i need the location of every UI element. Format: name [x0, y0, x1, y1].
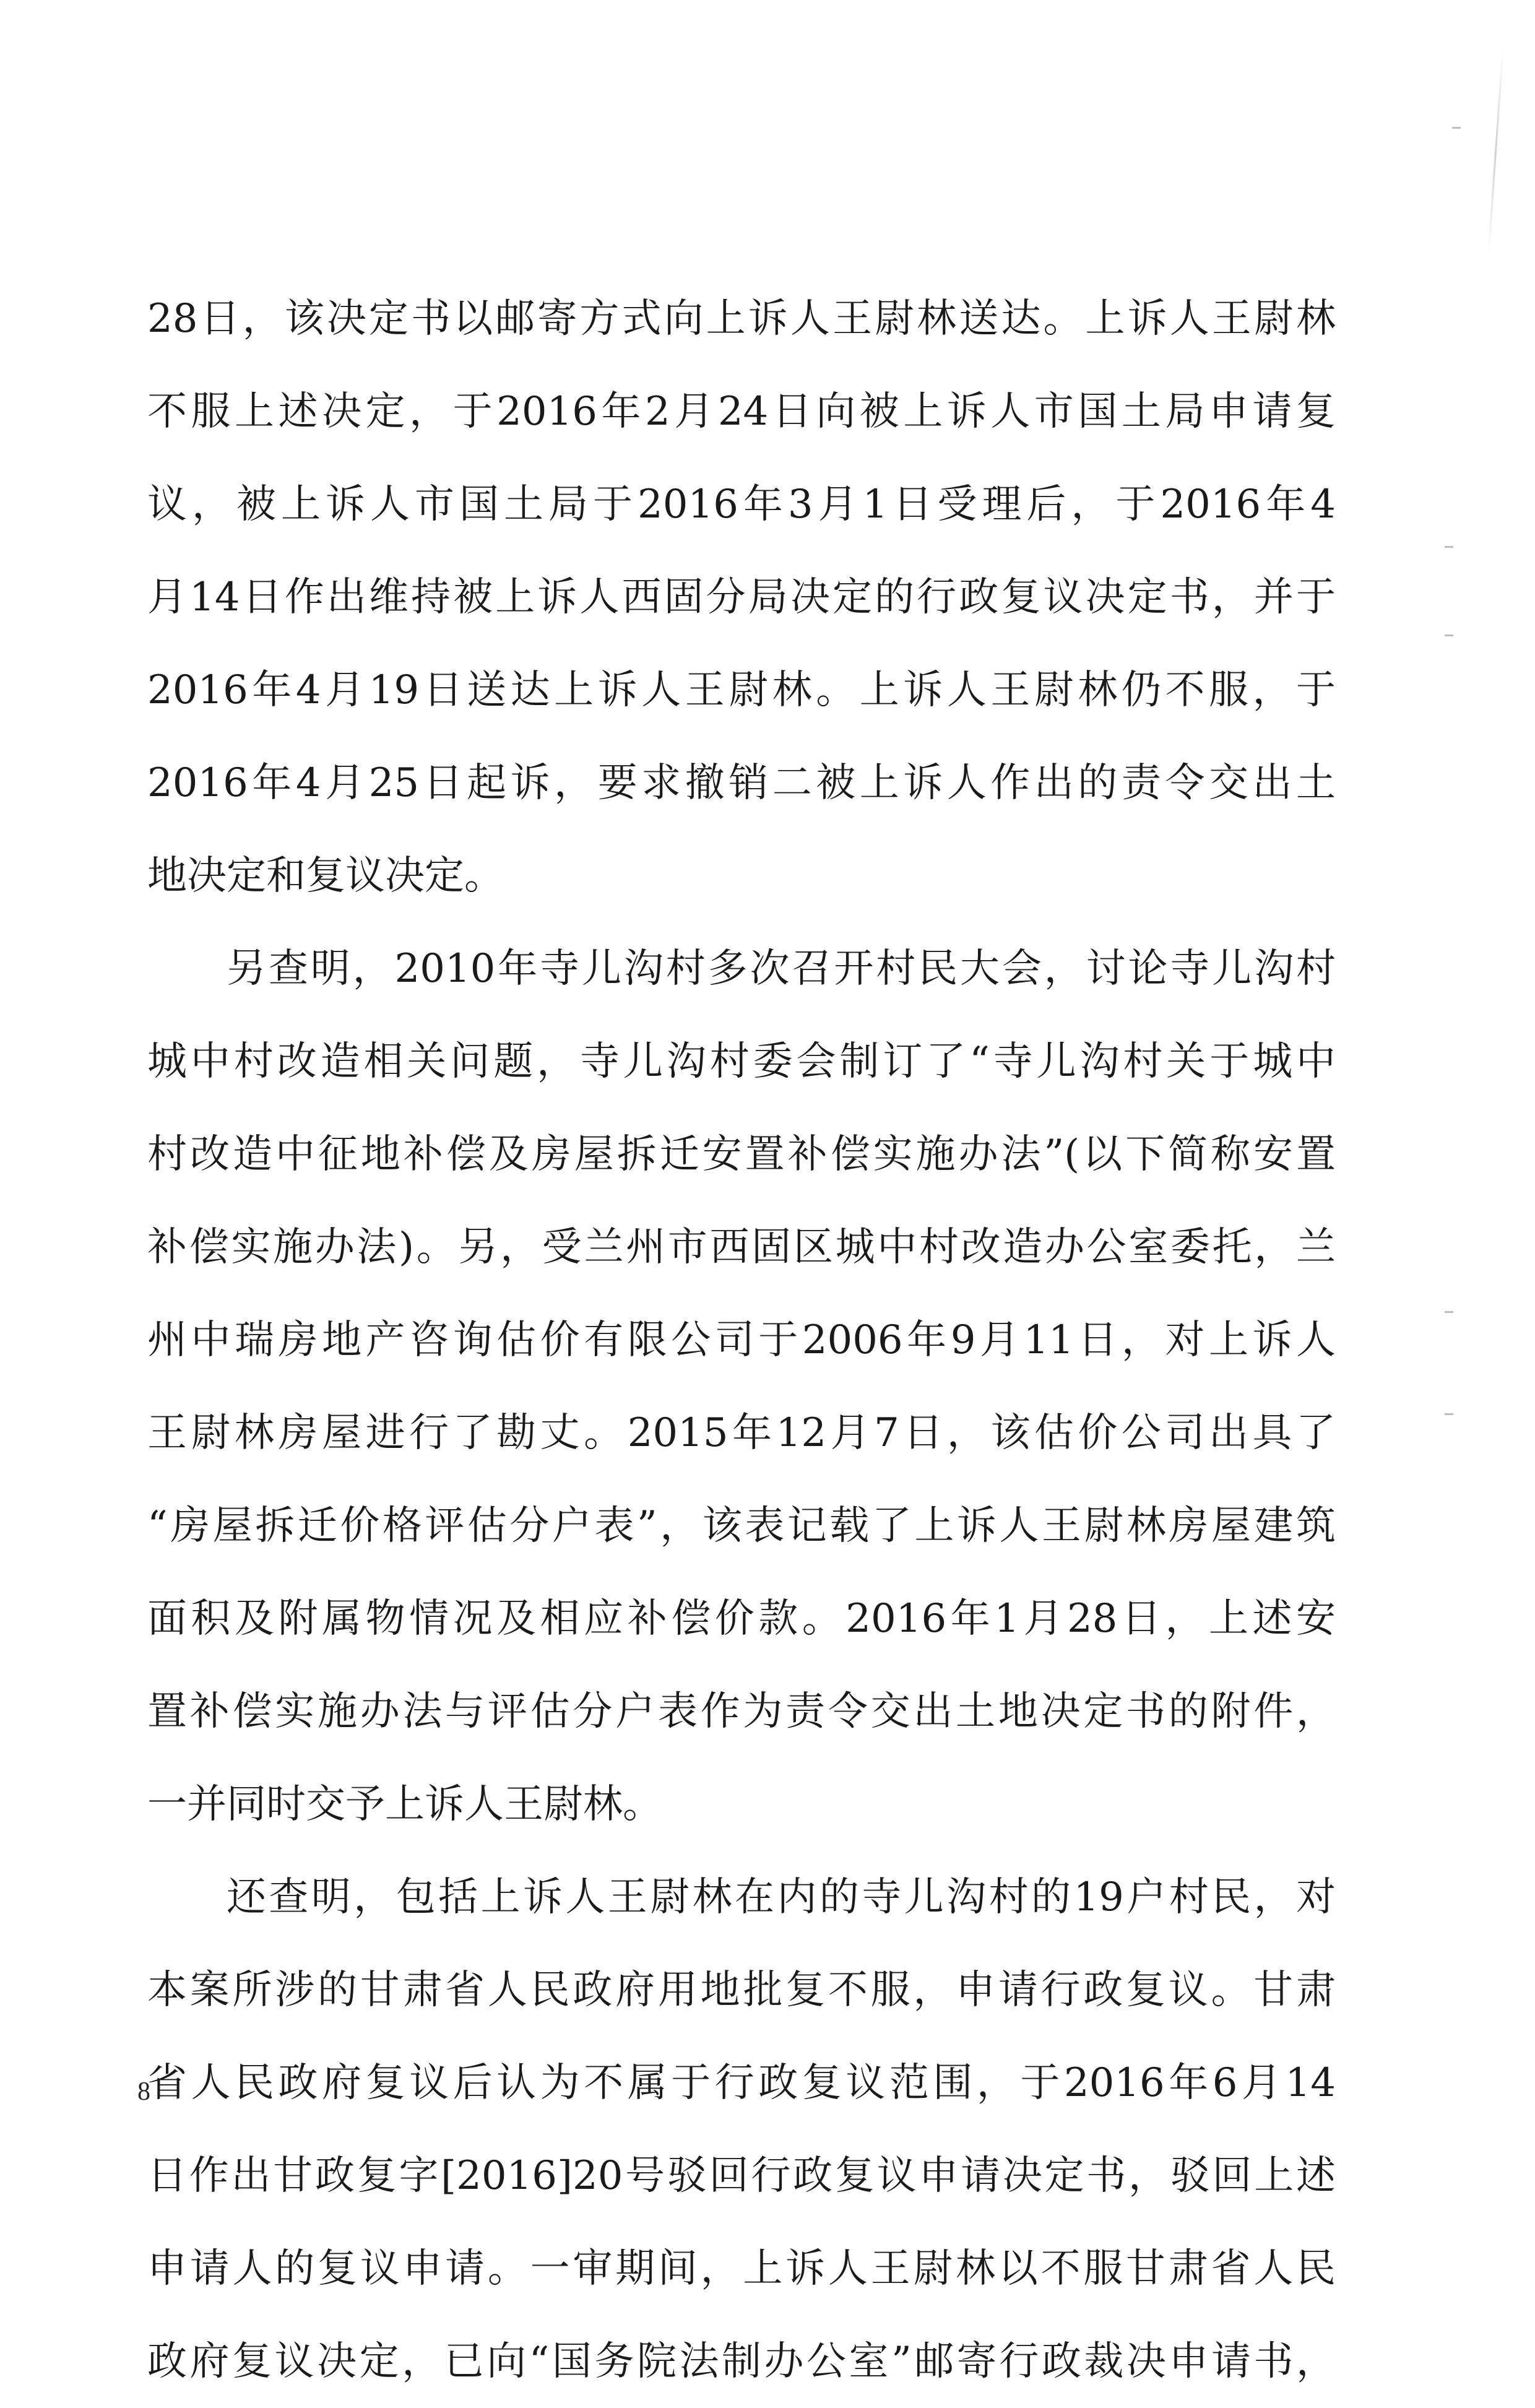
- text-line: 置补偿实施办法与评估分户表作为责令交出土地决定书的附件，: [147, 1689, 1336, 1735]
- page-number: 8: [137, 2077, 150, 2106]
- text-line: 省人民政府复议后认为不属于行政复议范围，于2016年6月14: [147, 2060, 1336, 2106]
- text-line: 不服上述决定，于2016年2月24日向被上诉人市国土局申请复: [147, 389, 1336, 435]
- scan-mark: [1445, 1311, 1453, 1313]
- scan-edge-artifact: [1487, 50, 1503, 253]
- text-line: 议，被上诉人市国土局于2016年3月1日受理后，于2016年4: [147, 482, 1336, 527]
- text-line: 面积及附属物情况及相应补偿价款。2016年1月28日，上述安: [147, 1596, 1336, 1642]
- text-line: 28日，该决定书以邮寄方式向上诉人王尉林送达。上诉人王尉林: [147, 296, 1336, 342]
- text-line: 另查明，2010年寺儿沟村多次召开村民大会，讨论寺儿沟村: [227, 946, 1336, 992]
- scan-mark: [1452, 127, 1461, 129]
- text-line: 还查明，包括上诉人王尉林在内的寺儿沟村的19户村民，对: [227, 1874, 1336, 1920]
- body-text: [147, 272, 1336, 2408]
- text-line: 地决定和复议决定。: [147, 853, 504, 899]
- text-line: 政府复议决定，已向“国务院法制办公室”邮寄行政裁决申请书，: [147, 2339, 1336, 2384]
- scan-mark: [1445, 1413, 1453, 1415]
- text-line: 2016年4月25日起诉，要求撤销二被上诉人作出的责令交出土: [147, 760, 1336, 806]
- scan-mark: [1445, 546, 1453, 548]
- text-line: 月14日作出维持被上诉人西固分局决定的行政复议决定书，并于: [147, 574, 1336, 620]
- text-line: 2016年4月19日送达上诉人王尉林。上诉人王尉林仍不服，于: [147, 667, 1336, 713]
- text-line: 一并同时交予上诉人王尉林。: [147, 1782, 662, 1827]
- text-line: 王尉林房屋进行了勘丈。2015年12月7日，该估价公司出具了: [147, 1410, 1336, 1456]
- text-line: 补偿实施办法)。另，受兰州市西固区城中村改造办公室委托，兰: [147, 1224, 1336, 1270]
- text-line: “房屋拆迁价格评估分户表”，该表记载了上诉人王尉林房屋建筑: [147, 1503, 1336, 1549]
- text-line: 日作出甘政复字[2016]20号驳回行政复议申请决定书，驳回上述: [147, 2153, 1336, 2199]
- text-line: 村改造中征地补偿及房屋拆迁安置补偿实施办法”(以下简称安置: [147, 1132, 1336, 1177]
- text-line: 本案所涉的甘肃省人民政府用地批复不服，申请行政复议。甘肃: [147, 1967, 1336, 2013]
- text-line: 州中瑞房地产咨询估价有限公司于2006年9月11日，对上诉人: [147, 1317, 1336, 1363]
- scan-mark: [1445, 634, 1453, 636]
- text-line: 申请人的复议申请。一审期间，上诉人王尉林以不服甘肃省人民: [147, 2246, 1336, 2292]
- text-line: 城中村改造相关问题，寺儿沟村委会制订了“寺儿沟村关于城中: [147, 1039, 1336, 1085]
